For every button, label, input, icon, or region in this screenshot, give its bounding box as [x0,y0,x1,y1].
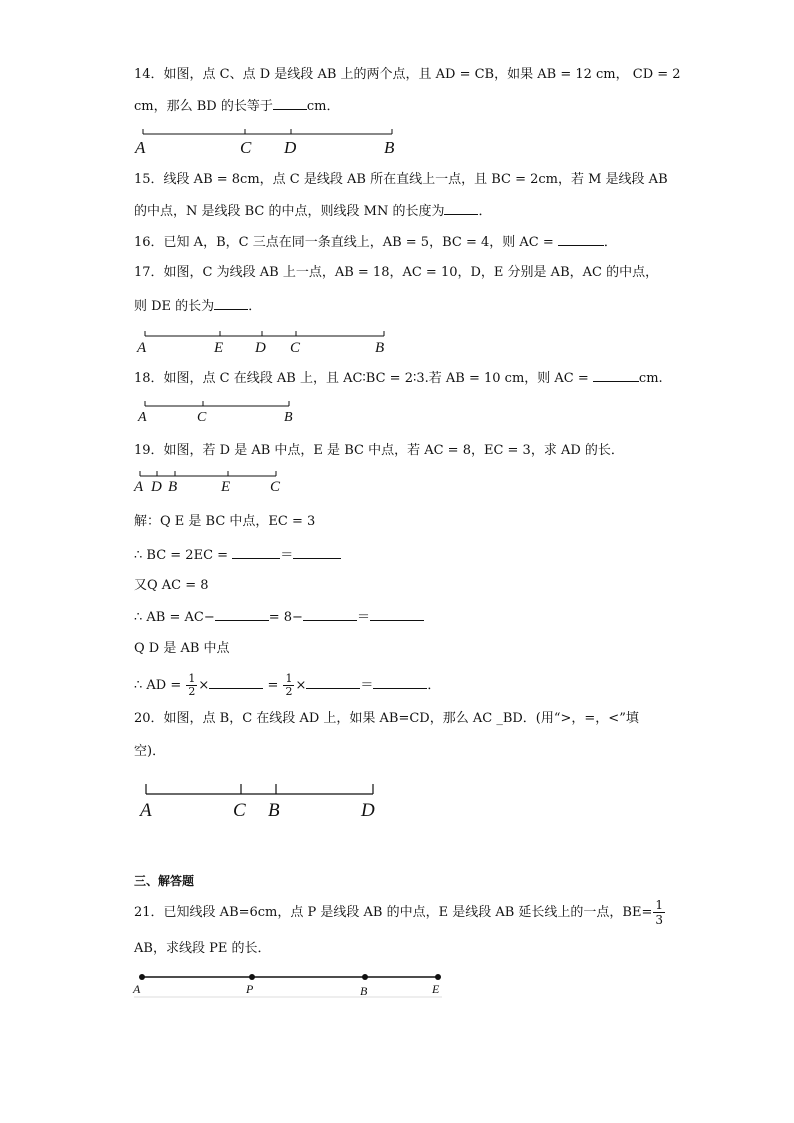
q19-solution-6: ∴ AD = $\frac{1}{2}$ × = $\frac{1}{2}$ × ＝ ． [134,672,441,698]
q17-line1: 17．如图，C 为线段 AB 上一点，AB = 18，AC = 10，D，E 分别是 AB，AC 的中点， [134,265,659,280]
q21-label-b: B [360,984,368,998]
q19-fraction-1: $\frac{1}{2}$ [188,672,196,698]
q16-end: ． [603,235,617,250]
q14-text: cm，那么 BD 的长等于 [134,99,273,114]
q15-line1: 15．线段 AB = 8cm，点 C 是线段 AB 所在直线上一点，且 BC = 2cm，若 M 是线段 AB [134,172,668,187]
q19-label-e: E [221,479,231,495]
q18-label-c: C [197,410,207,425]
q20-label-b: B [268,800,280,821]
q16-text: 16．已知 A，B，C 三点在同一条直线上，AB = 5，BC = 4，则 AC = [134,235,554,250]
q19-solution-3: 又Q AC = 8 [134,578,209,593]
q17-label-a: A [137,340,147,356]
q19-label-d: D [151,479,162,495]
q14-label-b: B [384,138,395,157]
q18-text: 18．如图，点 C 在线段 AB 上，且 AC∶BC = 2∶3.若 AB = 10 cm，则 AC = [134,371,589,386]
q19-sol4-eq: ＝ [356,610,370,625]
q17-end: ． [248,299,262,314]
q19-sol4-text: ∴ AB = AC− [134,610,215,625]
q19-sol4-mid: = 8− [268,610,303,625]
q14-label-a: A [135,138,146,157]
q20-label-a: A [140,800,152,821]
q21-text: 21．已知线段 AB=6cm，点 P 是线段 AB 的中点，E 是线段 AB 延长线上的一点，BE= [134,905,653,920]
q19-label-a: A [134,479,144,495]
q21-label-a: A [133,982,141,996]
q17-text: 则 DE 的长为 [134,299,215,314]
q19-sol2-eq: ＝ [280,548,294,563]
q18-unit: cm. [638,371,663,386]
q18-label-a: A [138,410,147,425]
q19-sol2-text: ∴ BC = 2EC = [134,548,229,563]
q17-label-d: D [255,340,266,356]
q19-line: 19．如图，若 D 是 AB 中点，E 是 BC 中点，若 AC = 8，EC = 3，求 AD 的长． [134,443,624,458]
q15-end: ． [478,204,492,219]
q19-fraction-2: $\frac{1}{2}$ [285,672,293,698]
q21-line2: AB，求线段 PE 的长． [134,941,271,956]
q14-line1: 14．如图，点 C、点 D 是线段 AB 上的两个点，且 AD = CB，如果 AB = 12 cm， CD = 2 [134,67,681,82]
q15-text: 的中点，N 是线段 BC 的中点，则线段 MN 的长度为 [134,204,445,219]
q17-label-c: C [290,340,301,356]
q21-label-e: E [432,982,440,996]
section-heading: 三、解答题 [134,874,195,888]
q14-unit: cm． [306,99,340,114]
q21-fraction: $\frac{1}{3}$ [655,898,664,927]
q19-sol6-text: ∴ AD = [134,678,182,693]
q20-label-d: D [361,800,375,821]
q20-label-c: C [233,800,246,821]
q21-label-p: P [246,982,254,996]
q17-label-e: E [214,340,224,356]
q19-solution-5: Q D 是 AB 中点 [134,641,230,656]
q20-line1: 20．如图，点 B，C 在线段 AD 上，如果 AB=CD，那么 AC _BD．(用“>，=，<”填 [134,711,639,726]
q19-label-b: B [168,479,178,495]
q17-label-b: B [375,340,385,356]
q20-line2: 空)． [134,744,166,759]
q19-label-c: C [270,479,281,495]
q14-label-c: C [240,138,252,157]
q19-solution-1: 解：Q E 是 BC 中点，EC = 3 [134,514,316,529]
q18-label-b: B [284,410,293,425]
q14-label-d: D [284,138,297,157]
